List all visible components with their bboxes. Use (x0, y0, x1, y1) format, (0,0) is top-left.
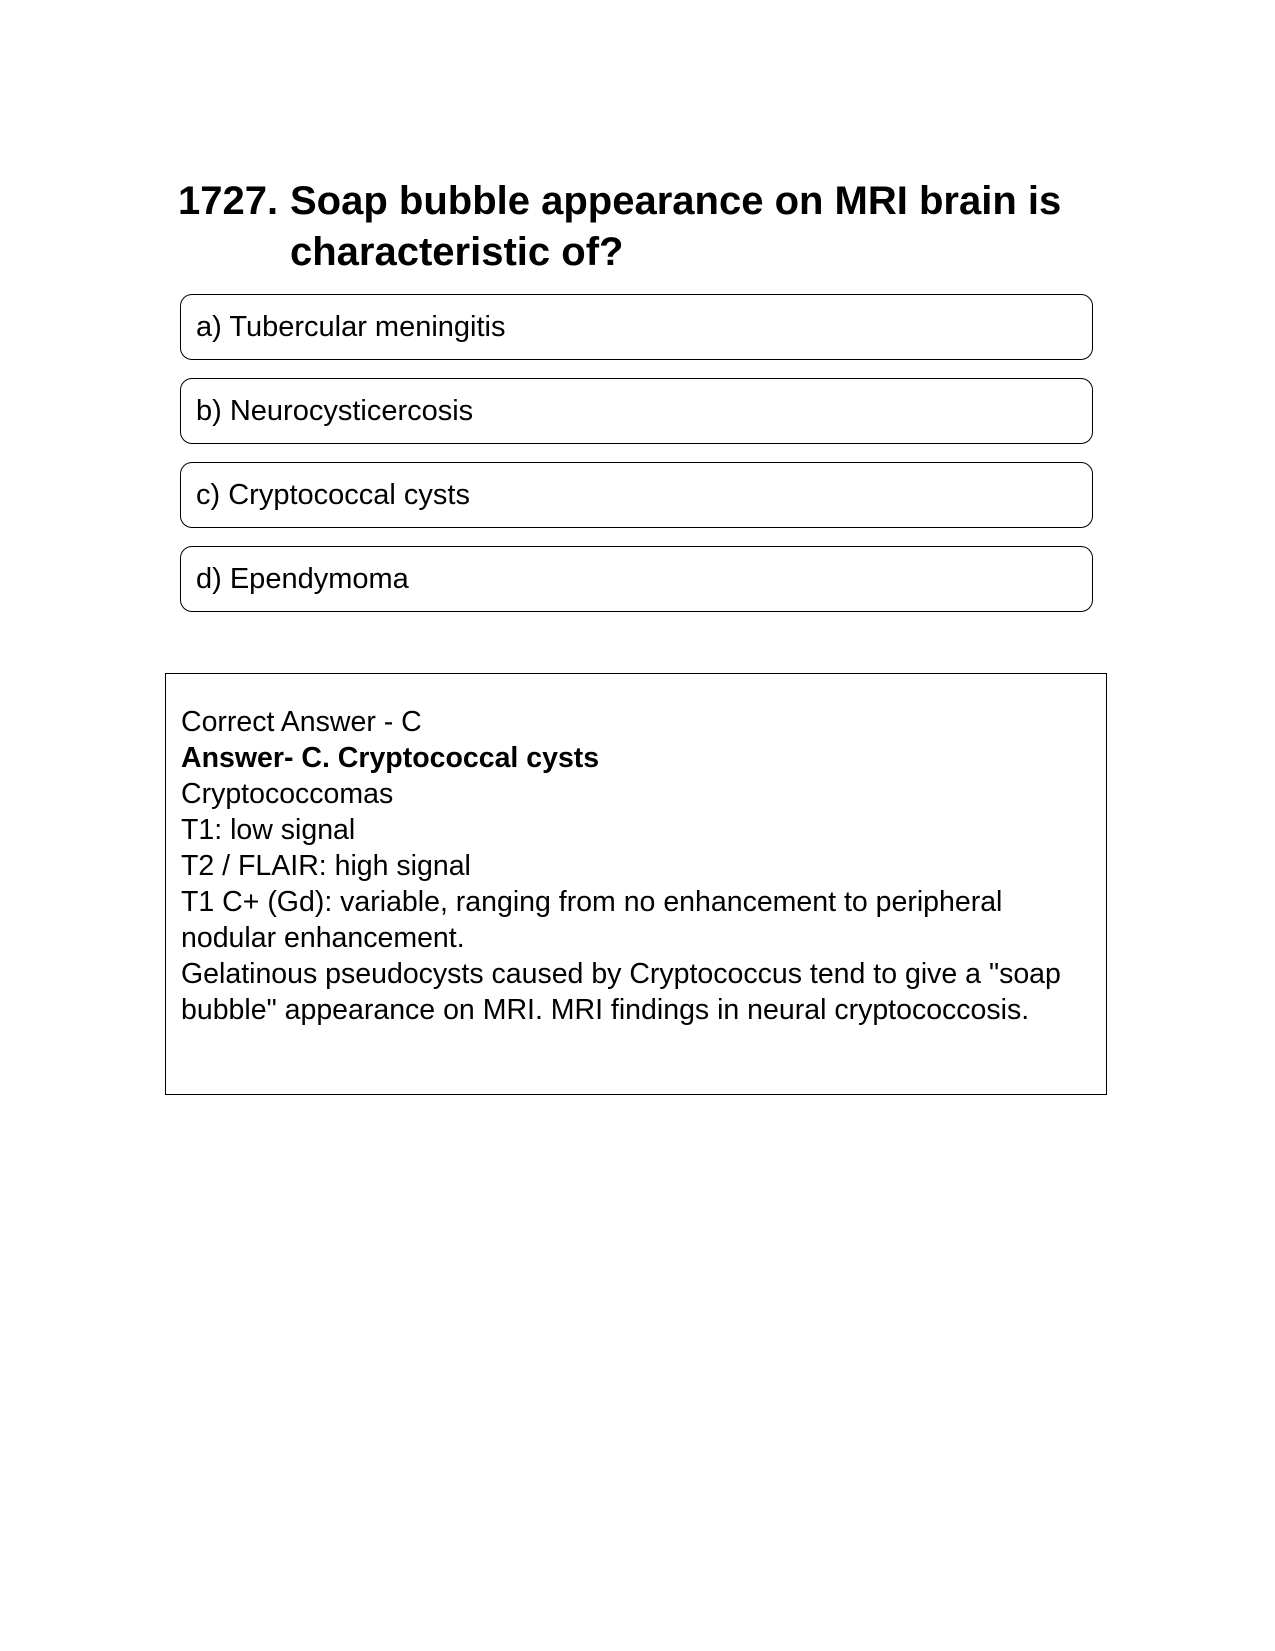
question-number: 1727. (178, 179, 279, 223)
correct-answer-line: Correct Answer - C (181, 706, 422, 738)
answer-explanation-box (165, 673, 1107, 1095)
option-b[interactable]: b) Neurocysticercosis (180, 378, 1093, 444)
option-a[interactable]: a) Tubercular meningitis (180, 294, 1093, 360)
explanation-line: T1 C+ (Gd): variable, ranging from no enhancement to peripheral nodular enhancement. (181, 886, 1003, 954)
explanation-line: Cryptococcomas (181, 778, 394, 810)
question-heading (178, 176, 1078, 278)
question-text: Soap bubble appearance on MRI brain is characteristic of? (290, 179, 1062, 274)
explanation-line: Gelatinous pseudocysts caused by Cryptococcus tend to give a "soap bubble" appearance on MRI. MRI findings in neural cryptococcosis. (181, 958, 1061, 1026)
answer-heading: Answer- C. Cryptococcal cysts (181, 742, 600, 774)
explanation-line: T2 / FLAIR: high signal (181, 850, 471, 882)
option-c[interactable]: c) Cryptococcal cysts (180, 462, 1093, 528)
option-d[interactable]: d) Ependymoma (180, 546, 1093, 612)
explanation-line: T1: low signal (181, 814, 356, 846)
